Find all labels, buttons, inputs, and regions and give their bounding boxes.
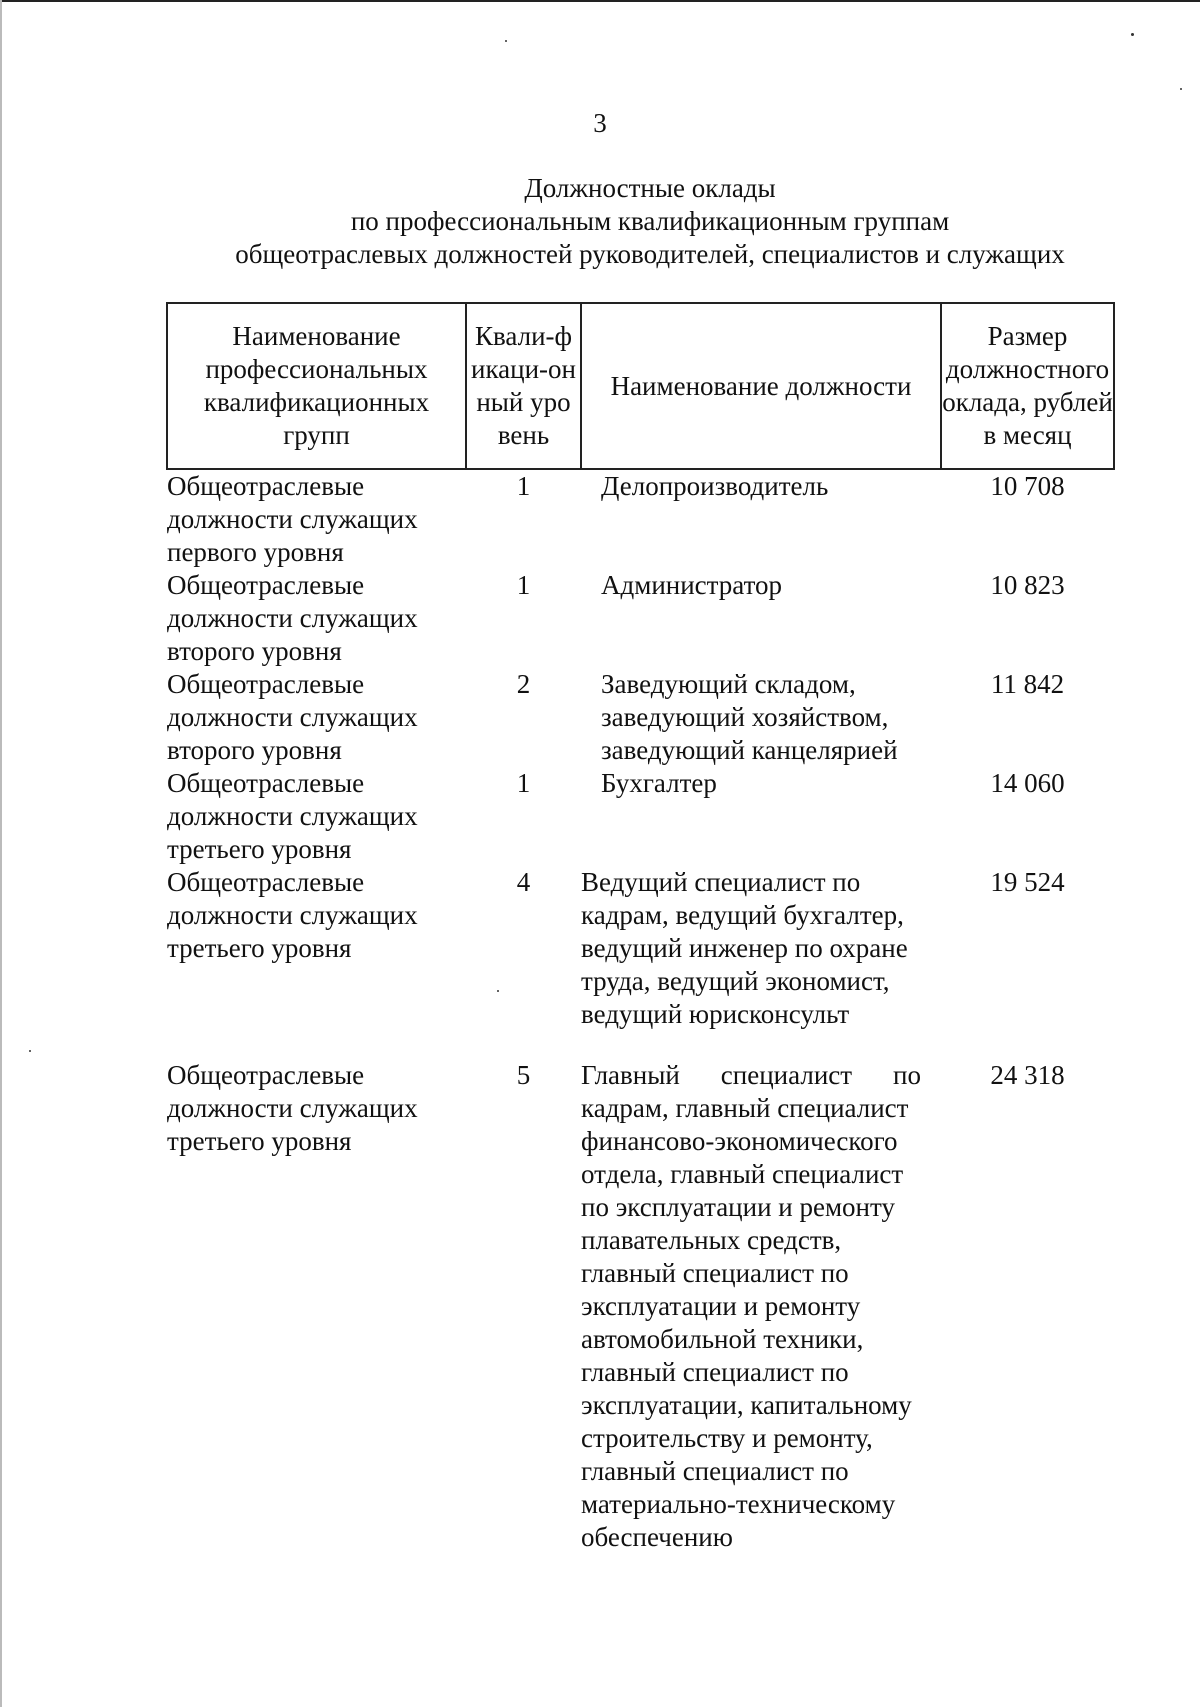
group-cell: Общеотраслевые должности служащих третьего уровня xyxy=(167,867,418,963)
header-salary: Размер должностного оклада, рублей в месяц xyxy=(941,303,1114,469)
table-row xyxy=(167,1059,1114,1554)
position-cell: Делопроизводитель xyxy=(601,471,829,501)
position-cell: Ведущий специалист по кадрам, ведущий бухгалтер, ведущий инженер по охране труда, ведущий экономист, ведущий юрисконсульт xyxy=(581,867,908,1029)
salary-cell: 19 524 xyxy=(990,867,1065,897)
salary-table xyxy=(166,302,1115,1554)
title-line-2: по профессиональным квалификационным группам xyxy=(350,206,950,236)
left-border-line xyxy=(0,0,2,1707)
scan-speck xyxy=(505,40,507,42)
level-cell: 4 xyxy=(516,867,531,897)
level-cell: 1 xyxy=(516,471,531,501)
level-cell: 2 xyxy=(516,669,531,699)
salary-cell: 24 318 xyxy=(990,1060,1065,1090)
position-cell: Администратор xyxy=(601,570,783,600)
salary-cell: 10 708 xyxy=(990,471,1065,501)
scan-speck xyxy=(1180,88,1182,90)
level-cell: 1 xyxy=(516,768,531,798)
table-row xyxy=(167,866,1114,1031)
level-cell: 1 xyxy=(516,570,531,600)
row-spacer xyxy=(167,1031,1114,1059)
group-cell: Общеотраслевые должности служащих первого уровня xyxy=(167,471,418,567)
group-cell: Общеотраслевые должности служащих третьего уровня xyxy=(167,768,418,864)
salary-cell: 11 842 xyxy=(990,669,1065,699)
scan-speck xyxy=(497,990,499,992)
title-line-1: Должностные оклады xyxy=(524,173,776,203)
document-title xyxy=(150,172,1150,271)
group-cell: Общеотраслевые должности служащих второго уровня xyxy=(167,570,418,666)
position-cell xyxy=(581,1059,941,1554)
title-line-3: общеотраслевых должностей руководителей, специалистов и служащих xyxy=(235,239,1065,269)
header-group-name: Наименование профессиональных квалификационных групп xyxy=(167,303,466,469)
table-row xyxy=(167,469,1114,569)
group-cell: Общеотраслевые должности служащих второго уровня xyxy=(167,669,418,765)
table-row xyxy=(167,767,1114,866)
group-cell: Общеотраслевые должности служащих третьего уровня xyxy=(167,1060,418,1156)
table-row xyxy=(167,569,1114,668)
salary-cell: 10 823 xyxy=(990,570,1065,600)
table-row xyxy=(167,668,1114,767)
scan-speck xyxy=(1131,33,1134,36)
salary-cell: 14 060 xyxy=(990,768,1065,798)
level-cell: 5 xyxy=(516,1060,531,1090)
table-header-row xyxy=(167,303,1114,469)
position-rest: кадрам, главный специалист финансово-экономического отдела, главный специалист по эксплуатации и ремонту плавательных средств, главный специалист по эксплуатации и ремонту автомобильной техники, главный специалист по эксплуатации, капитальному строительству и ремонту, главный специалист по материально-техническому обеспечению xyxy=(581,1093,912,1552)
page-number: 3 xyxy=(593,108,607,138)
position-cell: Заведующий складом, заведующий хозяйством, заведующий канцелярией xyxy=(601,669,898,765)
position-cell: Бухгалтер xyxy=(601,768,717,798)
header-position-name: Наименование должности xyxy=(581,303,941,469)
position-first-line: Главный специалист по xyxy=(581,1060,921,1090)
top-border-line xyxy=(0,0,1200,2)
scan-speck xyxy=(29,1050,31,1052)
header-qualification-level: Квали-фикаци-онный уровень xyxy=(466,303,581,469)
